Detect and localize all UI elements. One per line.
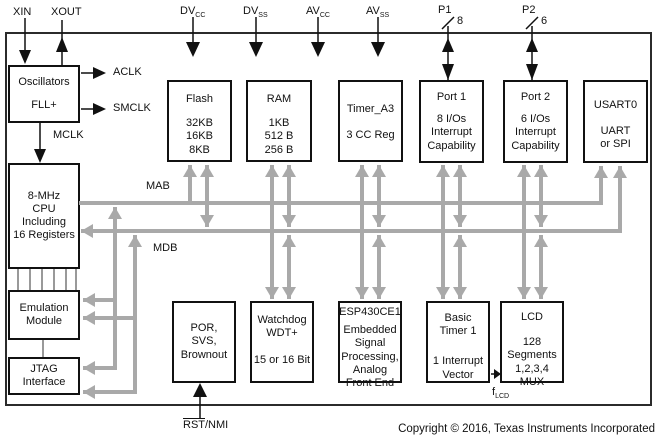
- block-watchdog: [250, 301, 314, 383]
- block-body: FLL+: [31, 98, 57, 111]
- bus-label-mdb: MDB: [153, 242, 178, 254]
- bus-label-mab: MAB: [146, 180, 170, 192]
- block-body: 32KB 16KB 8KB: [186, 117, 213, 156]
- block-title: Timer_A3: [346, 103, 395, 115]
- block-port1: [419, 80, 484, 163]
- pin-label-rst-nmi: $\overline{RST}$/NMI: [183, 419, 229, 431]
- block-body: 15 or 16 Bit: [253, 354, 311, 367]
- block-body: POR, SVS, Brownout: [180, 322, 228, 361]
- block-body: UART or SPI: [600, 125, 631, 151]
- signal-label-aclk: ACLK: [113, 66, 142, 78]
- block-flash: [167, 80, 232, 162]
- block-body: 1 Interrupt Vector: [432, 355, 484, 381]
- block-body: 1KB 512 B 256 B: [264, 117, 294, 156]
- block-oscillators: [8, 65, 80, 123]
- block-basic-timer1: [426, 301, 490, 383]
- pin-label-p2-width: 6: [541, 15, 548, 27]
- copyright-notice: Copyright © 2016, Texas Instruments Incorporated: [398, 423, 655, 435]
- block-ram: [246, 80, 312, 162]
- block-body: JTAG Interface: [22, 362, 66, 388]
- block-body: 8 I/Os Interrupt Capability: [427, 113, 476, 152]
- block-title: Watchdog WDT+: [257, 314, 307, 340]
- pin-label-avss: $AV_{SS}$: [366, 5, 390, 20]
- block-title: Flash: [186, 93, 213, 105]
- block-timer-a3: [338, 80, 403, 162]
- block-body: 128 Segments 1,2,3,4 MUX: [507, 336, 557, 388]
- block-body: Embedded Signal Processing, Analog Front End: [341, 324, 399, 389]
- block-title: Port 1: [436, 91, 467, 103]
- block-emulation-module: [8, 290, 80, 340]
- block-jtag-interface: [8, 357, 80, 395]
- block-esp430ce1: [338, 301, 402, 389]
- pin-label-xout: XOUT: [51, 6, 82, 18]
- block-title: LCD: [520, 311, 543, 323]
- block-title: USART0: [593, 99, 638, 111]
- block-title: RAM: [266, 93, 292, 105]
- block-body: 3 CC Reg: [346, 129, 395, 142]
- pin-label-dvss: $DV_{SS}$: [243, 5, 268, 20]
- pin-label-avcc: $AV_{CC}$: [306, 5, 330, 20]
- block-port2: [503, 80, 568, 163]
- pin-label-xin: XIN: [13, 6, 32, 18]
- block-por-svs-brownout: [172, 301, 236, 383]
- signal-label-flcd: $f_{LCD}$: [492, 386, 510, 401]
- block-cpu: [8, 163, 80, 269]
- block-body: Emulation Module: [19, 301, 69, 327]
- block-title: ESP430CE1: [339, 306, 401, 318]
- block-body: 8-MHz CPU Including 16 Registers: [13, 189, 75, 242]
- pin-label-p2: P2: [522, 4, 536, 16]
- block-title: Basic Timer 1: [439, 312, 477, 338]
- pin-label-p1: P1: [438, 4, 452, 16]
- block-usart0: [583, 80, 648, 163]
- block-title: Port 2: [520, 91, 551, 103]
- block-lcd: [500, 301, 564, 388]
- signal-label-mclk: MCLK: [53, 129, 84, 141]
- signal-label-smclk: SMCLK: [113, 102, 151, 114]
- pin-label-p1-width: 8: [457, 15, 464, 27]
- block-body: 6 I/Os Interrupt Capability: [511, 113, 560, 152]
- pin-label-dvcc: $DV_{CC}$: [180, 5, 206, 20]
- block-title: Oscillators: [18, 76, 70, 89]
